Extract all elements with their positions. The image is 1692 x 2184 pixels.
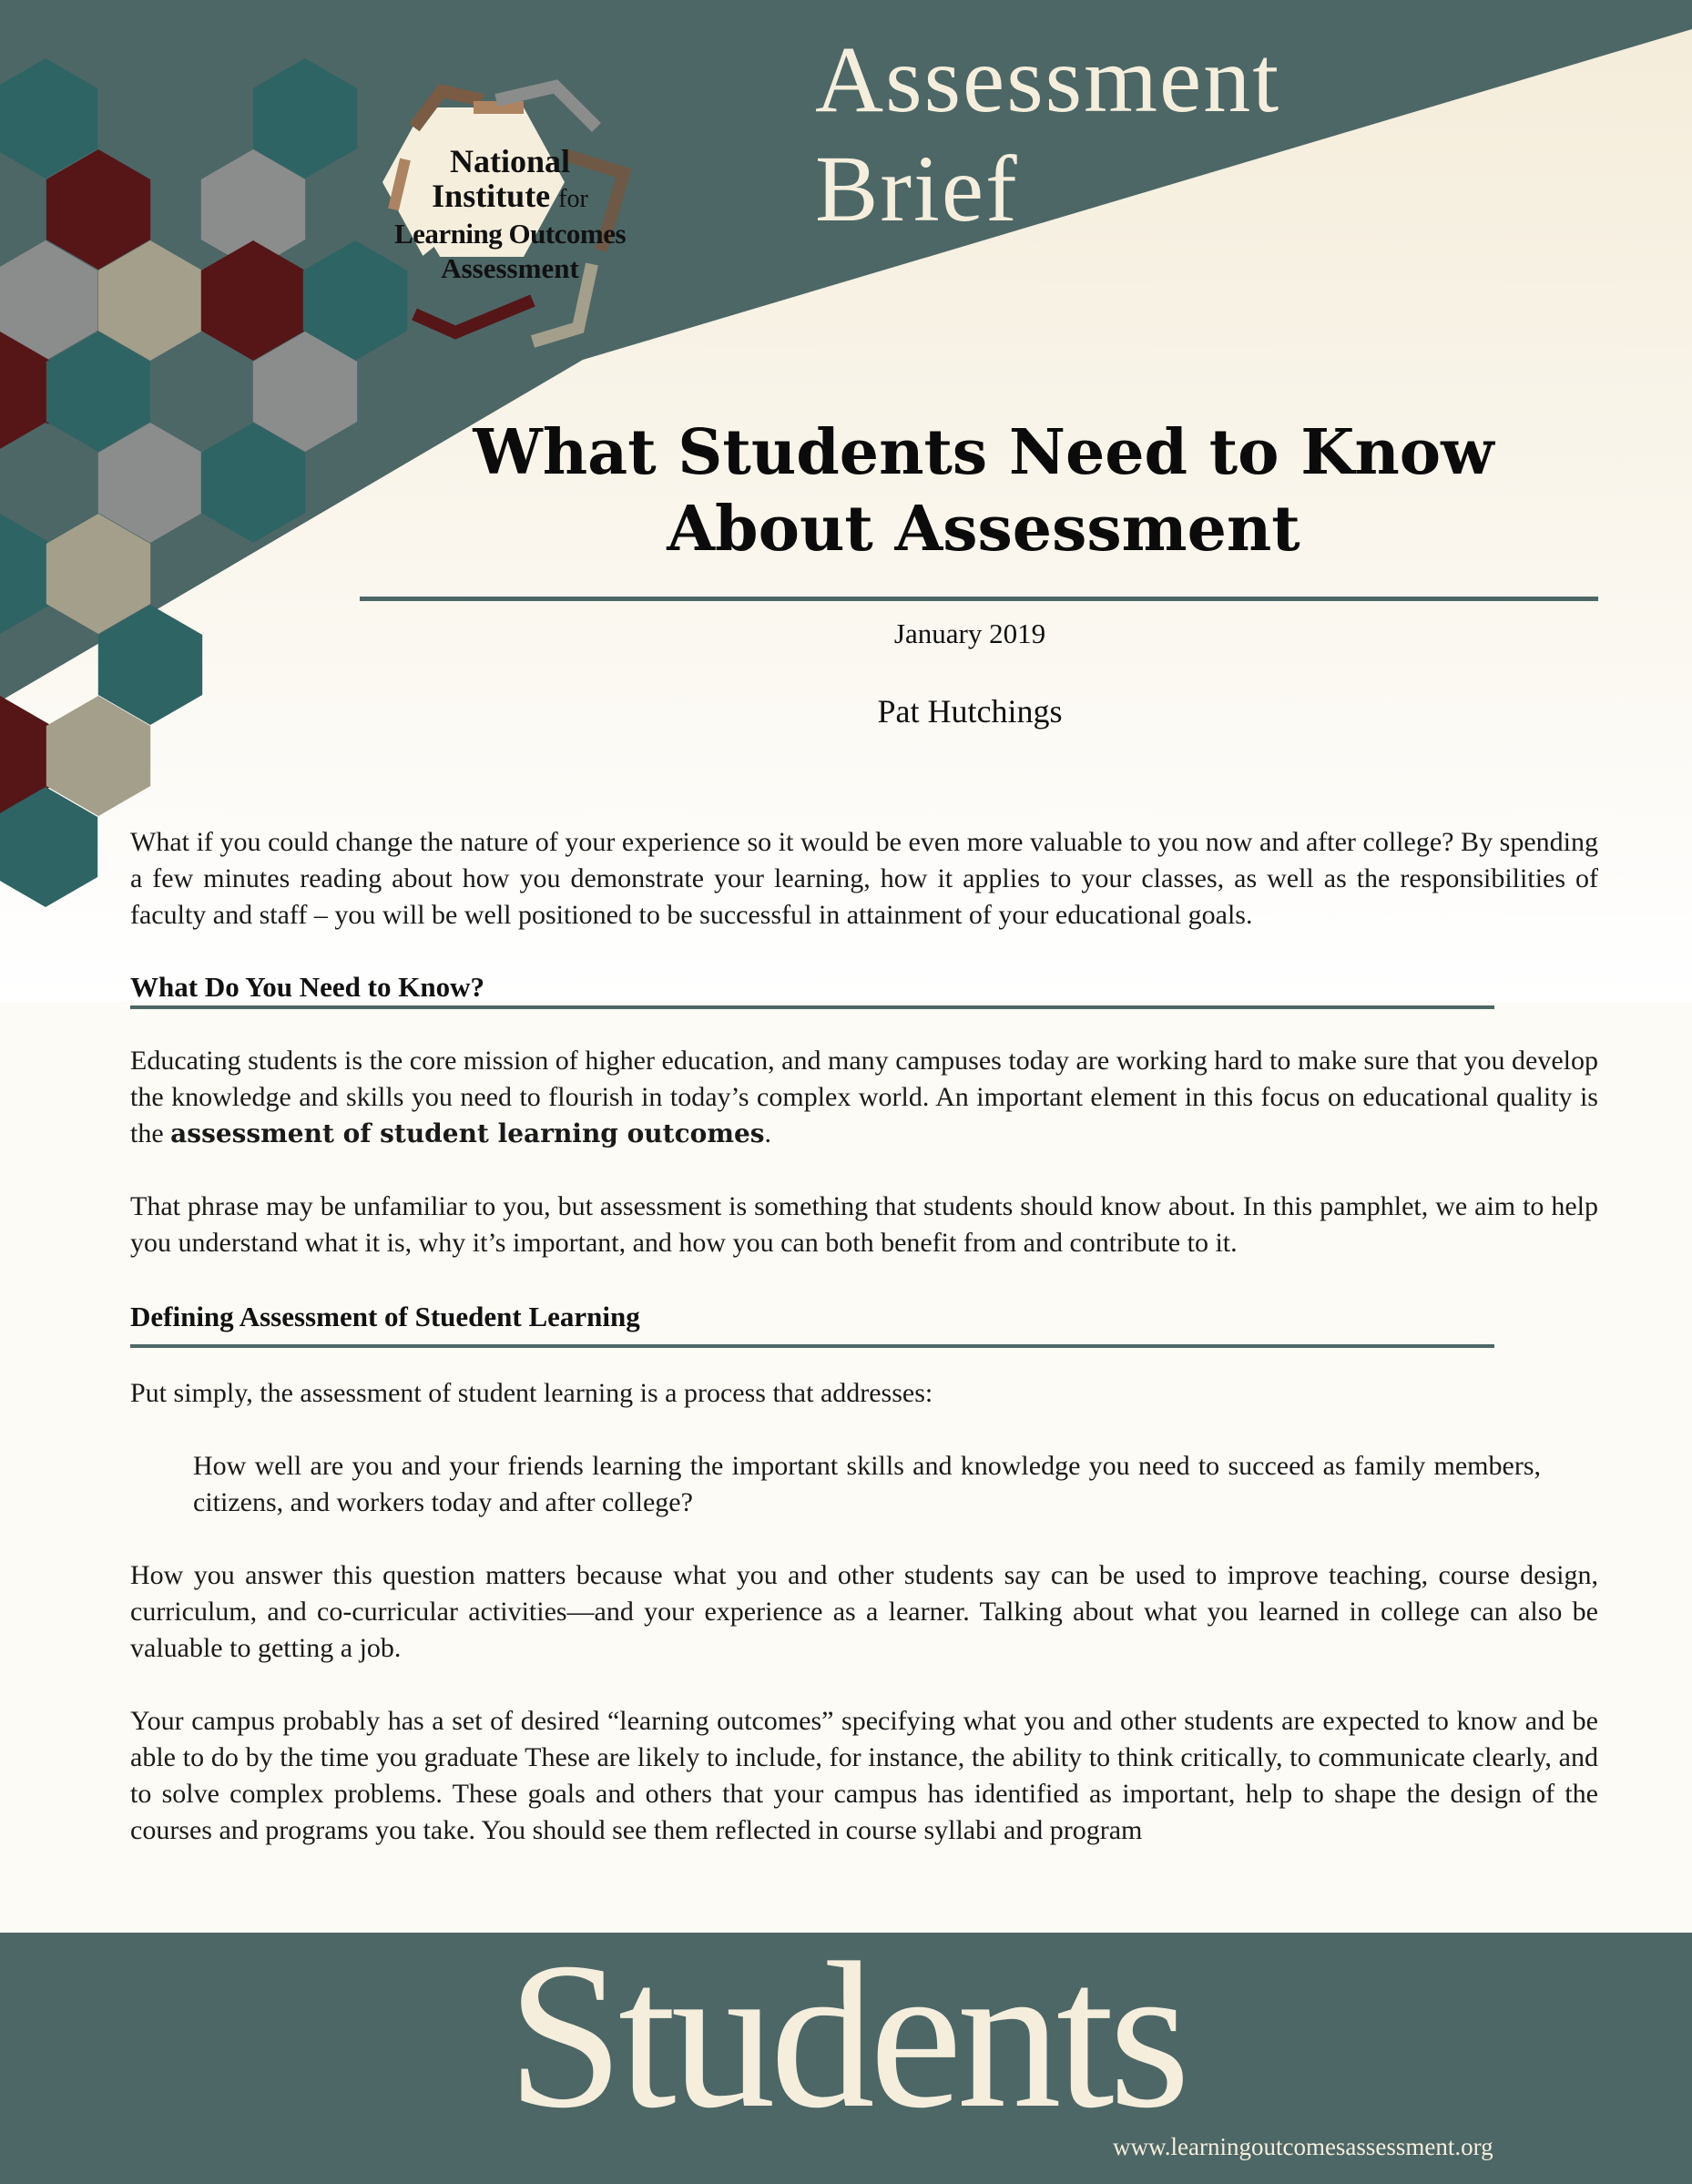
footer-url-link[interactable]: www.learningoutcomesassessment.org [1113, 2133, 1493, 2160]
document-title-line2: About Assessment [667, 493, 1300, 566]
logo-line1: National [449, 143, 570, 179]
bold-phrase: assessment of student learning outcomes [170, 1118, 765, 1148]
section-heading-defining: Defining Assessment of Stuedent Learning [130, 1301, 640, 1332]
logo-institute: Institute [432, 178, 551, 214]
brief-title-line1: Assessment [815, 27, 1281, 132]
section1-paragraph1 [130, 1043, 1598, 1152]
section-divider [130, 1005, 1494, 1009]
brief-title [815, 26, 1280, 244]
publication-date: January 2019 [893, 617, 1046, 649]
section1-p1-text: Educating students is the core mission of higher education, and many campuses today are working hard to make sure that you develop the knowledge and skills you need to flourish in today’s complex world. An important element in this focus on educational quality is the [130, 1046, 1598, 1148]
section1-paragraph2: That phrase may be unfamiliar to you, but assessment is something that students should know about. In this pamphlet, we aim to help you understand what it is, why it’s important, and how you can both benefit from and contribute to it. [130, 1191, 1598, 1258]
logo-for: for [558, 185, 588, 213]
intro-paragraph: What if you could change the nature of your experience so it would be even more valuable to you now and after college? By spending a few minutes reading about how you demonstrate your learning, how it applies to your classes, as well as the responsibilities of faculty and staff – you will be well positioned to be successful in attainment of your educational goals. [130, 827, 1598, 930]
document-title [437, 414, 1530, 567]
brief-title-line2: Brief [815, 137, 1019, 241]
section-divider [130, 1344, 1494, 1348]
logo-line2 [378, 179, 642, 217]
document-title-line1: What Students Need to Know [473, 416, 1494, 489]
section2-paragraph3: Your campus probably has a set of desired “learning outcomes” specifying what you and other students are expected to know and be able to do by the time you graduate These are likely to include, for instance, the ability to think critically, to communicate clearly, and to solve complex problems. These goals and others that your campus has identified as important, help to shape the design of the courses and programs you take. You should see them reflected in course syllabi and program [130, 1706, 1598, 1845]
logo-line3: Learning Outcomes [393, 218, 627, 250]
footer-title: Students [506, 1919, 1186, 2151]
author-name: Pat Hutchings [877, 693, 1063, 730]
section2-paragraph2: How you answer this question matters because what you and other students say can be used to improve teaching, course design, curriculum, and co-curricular activities—and your experience as a learner. Talking about what you learned in college can also be valuable to getting a job. [130, 1560, 1598, 1663]
section1-p1-end: . [764, 1118, 772, 1148]
section-heading-what-to-know: What Do You Need to Know? [130, 971, 484, 1003]
nilo-logo [378, 144, 642, 286]
key-question-quote: How well are you and your friends learning the important skills and knowledge you need to succeed as family members, citizens, and workers today and after college? [193, 1451, 1541, 1517]
section2-paragraph1: Put simply, the assessment of student learning is a process that addresses: [130, 1378, 933, 1408]
title-divider [360, 597, 1598, 601]
logo-line4: Assessment [441, 252, 579, 284]
